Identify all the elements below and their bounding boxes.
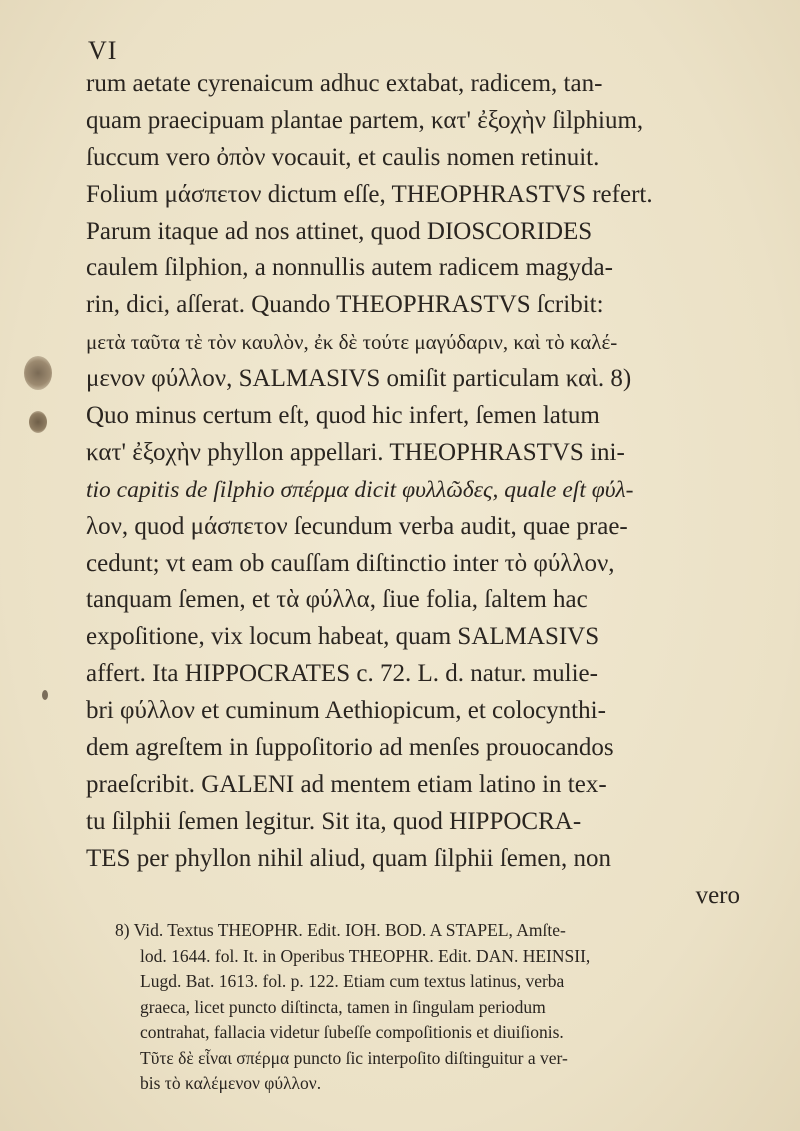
text-line: quam praecipuam plantae partem, κατ' ἐξοχὴν ſilphium, — [86, 106, 644, 134]
text-line: dem agreſtem in ſuppoſitorio ad menſes prouocandos — [86, 734, 614, 762]
footnote — [115, 918, 740, 1097]
text-line: κατ' ἐξοχὴν phyllon appellari. THEOPHRASTVS ini- — [86, 438, 625, 466]
text-line: rin, dici, aſſerat. Quando THEOPHRASTVS ſcribit: — [86, 291, 604, 319]
page-number: VI — [88, 36, 118, 65]
text-line: Folium μάσπετον dictum eſſe, THEOPHRASTVS refert. — [86, 180, 653, 208]
text-line: ſuccum vero ὀπὸν vocauit, et caulis nomen retinuit. — [86, 143, 600, 171]
text-line: TES per phyllon nihil aliud, quam ſilphii ſemen, non — [86, 844, 611, 872]
ink-speck — [42, 690, 48, 700]
ink-stain — [24, 356, 52, 390]
footnote-line: 8) Vid. Textus THEOPHR. Edit. IOH. BOD. A STAPEL, Amſte- — [115, 920, 566, 940]
footnote-line: lod. 1644. fol. It. in Operibus THEOPHR. Edit. DAN. HEINSII, — [140, 945, 591, 966]
footnote-line: graeca, licet puncto diſtincta, tamen in ſingulam periodum — [140, 996, 546, 1017]
footnote-line: contrahat, fallacia videtur ſubeſſe compoſitionis et diuiſionis. — [140, 1022, 564, 1042]
text-line: rum aetate cyrenaicum adhuc extabat, radicem, tan- — [86, 70, 603, 97]
footnote-line: Lugd. Bat. 1613. fol. p. 122. Etiam cum textus latinus, verba — [140, 971, 565, 991]
text-line: bri φύλλον et cuminum Aethiopicum, et colocynthi- — [86, 697, 606, 725]
text-line: Parum itaque ad nos attinet, quod DIOSCORIDES — [86, 217, 593, 245]
text-line: affert. Ita HIPPOCRATES c. 72. L. d. natur. mulie- — [86, 660, 598, 688]
text-line: expoſitione, vix locum habeat, quam SALMASIVS — [86, 623, 600, 651]
text-line: tio capitis de ſilphio σπέρμα dicit φυλλῶδες, quale eſt φύλ- — [86, 476, 634, 503]
text-line: λον, quod μάσπετον ſecundum verba audit, quae prae- — [86, 512, 628, 540]
footnote-line: Τῦτε δὲ εἶναι σπέρμα puncto ſic interpoſito diſtinguitur a ver- — [140, 1047, 568, 1068]
text-line: Quo minus certum eſt, quod hic infert, ſemen latum — [86, 402, 600, 430]
text-line: tanquam ſemen, et τὰ φύλλα, ſiue folia, ſaltem hac — [86, 586, 588, 614]
main-text — [86, 66, 740, 914]
footnote-line: bis τὸ καλέμενον φύλλον. — [140, 1073, 322, 1093]
text-line: cedunt; vt eam ob cauſſam diſtinctio inter τὸ φύλλον, — [86, 549, 615, 577]
text-line: praeſcribit. GALENI ad mentem etiam latino in tex- — [86, 770, 607, 798]
text-line: caulem ſilphion, a nonnullis autem radicem magyda- — [86, 254, 613, 282]
text-line: tu ſilphii ſemen legitur. Sit ita, quod HIPPOCRA- — [86, 807, 582, 835]
ink-stain — [29, 411, 47, 433]
catchword: vero — [695, 881, 740, 909]
text-line: μετὰ ταῦτα τὲ τὸν καυλὸν, ἐκ δὲ τούτε μαγύδαριν, καὶ τὸ καλέ- — [86, 330, 618, 355]
text-line: μενον φύλλον, SALMASIVS omiſit particulam καὶ. 8) — [86, 365, 632, 393]
